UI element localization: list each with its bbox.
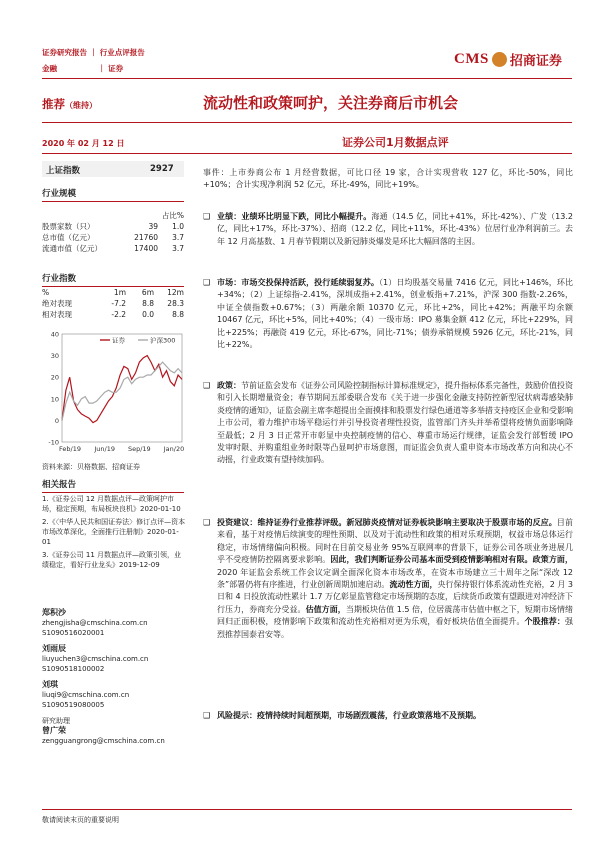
series-line-1: [62, 356, 182, 423]
paragraph-market: 市场：市场交投保持活跃，投行延续弱复苏。（1）日均股基交易量 7416 亿元，同比+146%，环比+34%；（2）上证综指-2.41%，深圳成指+2.41%，创业板指+7.21%，沪深 300 指数-2.26%，中证全债指数+0.67%；（3）两融余额 10370 亿元，环比+2%，同比+42%；两融平均余额 10467 亿元，环比+5%，同比+40%；（4）一级市场：IPO 募集金额 412 亿元，环比+229%，同比+225%；再融资 419 亿元，环比-67%，同比-71%；债券承销规模 5926 亿元，环比-21%，同比+22%。: [217, 278, 574, 350]
analyst-email[interactable]: liuyuchen3@cmschina.com.cn: [42, 655, 149, 663]
related-list: [42, 494, 186, 570]
perf-table: % 1m 6m 12m 绝对表现 -7.2 8.8 28.3 相对表现 -2.2 0.0 8.8: [42, 288, 184, 319]
related-item[interactable]: 3.《证券公司 11 月数据点评—政策引领，业绩稳定，看好行业龙头》2019-12-09: [42, 551, 182, 569]
footer-note: 敬请阅读末页的重要说明: [42, 816, 119, 824]
analyst: 刘雨辰 liuyuchen3@cmschina.com.cn S1090518100002: [42, 644, 184, 674]
assistant: 研究助理 曾广荣 zengguangrong@cmschina.com.cn: [42, 716, 184, 746]
paragraph-performance: 业绩：业绩环比明显下跌，同比小幅提升。海通（14.5 亿，同比+41%，环比-42%）、广发（13.2 亿，同比+17%，环比-37%）、招商（12.2 亿，同比+11%，环比-43%）位居行业净利润前三。去年 12 月高基数、1 月春节假期以及新冠肺炎爆发是环比大幅回落的主因。: [217, 212, 573, 246]
logo-emblem-icon: [492, 52, 507, 67]
x-tick-label: Feb/19: [59, 445, 81, 453]
legend-label: 证券: [112, 336, 125, 345]
index-label: 上证指数: [46, 166, 81, 176]
legend-label: 沪深300: [150, 336, 176, 345]
analyst-list: [42, 608, 184, 746]
bullet-icon: ❑: [203, 278, 211, 287]
index-value: 2927: [150, 164, 174, 174]
y-tick-label: 0: [54, 416, 59, 425]
paragraph-risk: 风险提示：疫情持续时间超预期，市场剧烈震荡，行业政策落地不及预期。: [217, 711, 481, 720]
related-item[interactable]: 1.《证券公司 12 月数据点评—政策呵护市场，稳定预期，布局板块良机》2020-01-10: [42, 495, 181, 513]
report-type: 证券研究报告 ｜ 行业点评报告: [42, 48, 145, 57]
related-item[interactable]: 2.《〈中华人民共和国证券法〉修订点评—资本市场改革深化，全面推行注册制》2020-01-01: [42, 518, 186, 546]
subsector: ｜ 证券: [98, 64, 124, 73]
logo-cn: 招商证券: [509, 54, 562, 69]
analyst: 刘琪 liuqi9@cmschina.com.cn S1090519080005: [42, 680, 184, 710]
report-title: 流动性和政策呵护，关注券商后市机会: [203, 94, 459, 112]
scale-table: 占比% 股票家数（只） 39 1.0 总市值（亿元） 21760 3.7 流通市值（亿元） 17400 3.7: [42, 211, 184, 253]
logo: [454, 50, 562, 69]
bullet-icon: ❑: [203, 711, 211, 720]
assistant-email[interactable]: zengguangrong@cmschina.com.cn: [42, 737, 165, 745]
x-tick-label: Jan/20: [163, 445, 184, 453]
perf-title: 行业指数: [42, 272, 184, 287]
chart-source: 资料来源：贝格数据、招商证券: [42, 463, 140, 471]
paragraph-policy: 政策：节前证监会发布《证券公司风险控制指标计算标准规定》，提升指标体系完备性，鼓励价值投资和引入长期增量资金；春节期间五部委联合发布《关于进一步强化金融支持防控新型冠状病毒感染肺炎疫情的通知》，证监会副主席李超提出全面摸排和股票发行绿色通道等多举措支持疫区企业和受影响上市公司，着力维护市场平稳运行并引导投资者理性投资，监管部门齐头并举希望将疫情负面影响降至最低；2 月 3 日正常开市彰显中央控制疫情的信心、尊重市场运行规律，证监会发行部暂缓 IPO 发审时限、并购重组业务时限等凸显呵护市场意图，而证监会负责人重申资本市场改革方向和决心不动摇，行业政策有望持续加码。: [217, 381, 573, 465]
y-tick-label: -10: [48, 438, 59, 447]
bullet-icon: ❑: [203, 518, 211, 527]
logo-cms: CMS: [454, 51, 489, 67]
y-tick-label: 30: [50, 352, 59, 361]
report-date: 2020 年 02 月 12 日: [42, 139, 125, 148]
y-tick-label: 10: [50, 395, 59, 404]
related-title: 相关报告: [42, 478, 184, 493]
scale-title: 行业规模: [42, 187, 184, 202]
event-paragraph: 事件：上市券商公布 1 月经营数据，可比口径 19 家，合计实现营收 127 亿，环比-50%，同比+10%；合计实现净利润 52 亿元，环比-49%，同比+19%。: [203, 168, 573, 190]
performance-chart: [42, 324, 184, 458]
bullet-icon: ❑: [203, 212, 211, 221]
paragraph-investment: 投资建议：维持证券行业推荐评级。新冠肺炎疫情对证券板块影响主要取决于股票市场的反应。目前来看，基于对疫情后续演变的理性预期、以及对于流动性和政策的相对乐观预期，权益市场总体运行稳定，市场情绪偏向积极。同时在目前交易业务 95%互联网率的背景下，证券公司各项业务进展几乎不受疫情防控隔离要求影响。因此，我们判断证券公司基本面受到疫情影响相对有限。政策方面，2020 年证监会系统工作会议定调全面深化资本市场改革，在资本市场建立三十周年之际“深改 12 条”部署仍将有序推进，行业创新周期加速启动。流动性方面，央行保持银行体系流动性充裕，2 月 3 日和 4 日投放流动性累计 1.7 万亿彰显监管稳定市场预期的态度，后续货币政策有望跟进对冲经济下行压力，券商充分受益。估值方面，当期板块估值 1.5 倍，位居震荡市估值中枢之下，短期市场情绪回归正面积极，疫情影响下政策和流动性充裕相对更为乐观，看好板块估值全面提升。个股推荐：强烈推荐国泰君安等。: [217, 518, 574, 639]
analyst-email[interactable]: liuqi9@cmschina.com.cn: [42, 691, 130, 699]
sector: 金融: [42, 64, 57, 73]
x-tick-label: Jun/19: [94, 445, 115, 453]
x-tick-label: Sep/19: [127, 445, 151, 453]
analyst-email[interactable]: zhengjisha@cmschina.com.cn: [42, 619, 148, 627]
bullet-icon: ❑: [203, 381, 211, 390]
y-tick-label: 40: [50, 330, 59, 339]
chart-frame: [62, 334, 182, 442]
analyst: 郑积沙 zhengjisha@cmschina.com.cn S1090516020001: [42, 608, 184, 638]
report-subtitle: 证券公司1月数据点评: [342, 136, 449, 149]
y-tick-label: 20: [50, 373, 59, 382]
rating: 推荐（维持）: [42, 97, 97, 111]
